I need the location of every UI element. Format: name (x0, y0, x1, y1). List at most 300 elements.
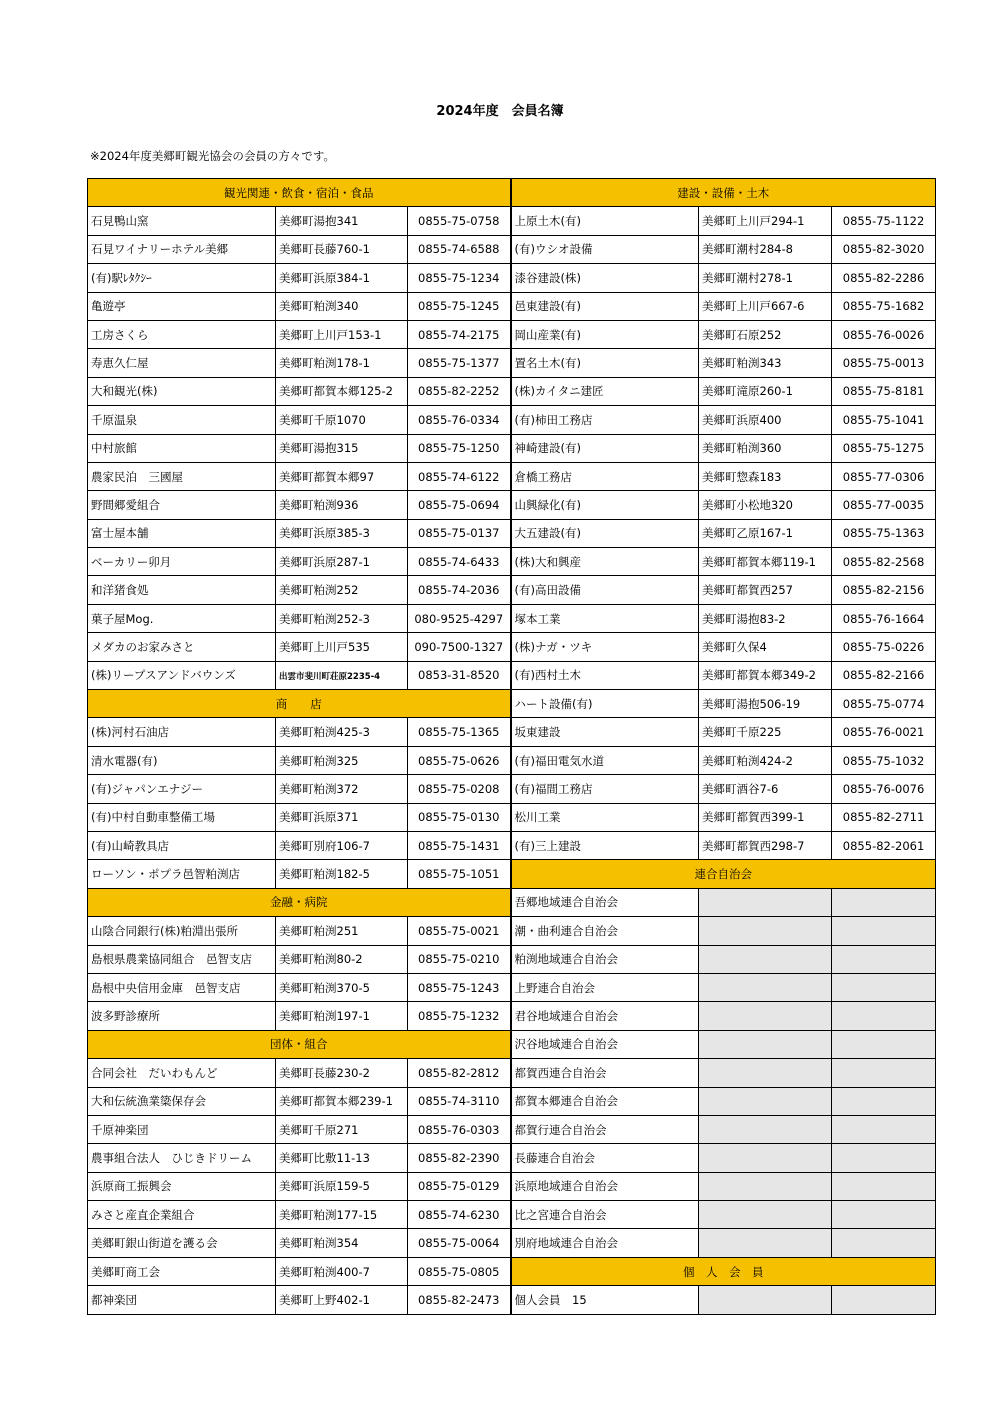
member-name: ハート設備(有) (511, 690, 699, 718)
member-name: 漆谷建設(株) (511, 264, 699, 292)
table-row (88, 1087, 936, 1115)
member-address (276, 661, 408, 689)
member-address-text: 美郷町浜原287-1 (279, 554, 370, 569)
member-address (699, 462, 832, 490)
member-address (699, 661, 832, 689)
member-address (276, 491, 408, 519)
member-address (276, 1172, 408, 1200)
member-phone: 0855-75-1232 (408, 1002, 511, 1030)
member-address-text: 美郷町都賀本郷349-2 (702, 668, 816, 683)
member-address-text: 美郷町粕渕424-2 (702, 753, 793, 768)
table-row (88, 831, 936, 859)
member-name: 山陰合同銀行(株)粕淵出張所 (88, 917, 276, 945)
table-row (88, 860, 936, 888)
table-row (88, 604, 936, 632)
member-address (276, 320, 408, 348)
member-address-text: 美郷町都賀西399-1 (702, 810, 805, 825)
table-row (88, 690, 936, 718)
member-name: 浜原商工振興会 (88, 1172, 276, 1200)
member-name: 上野連合自治会 (511, 973, 699, 1001)
member-address-text: 美郷町都賀本郷119-1 (702, 554, 816, 569)
member-phone: 0855-82-2812 (408, 1059, 511, 1087)
member-address (276, 1087, 408, 1115)
member-address (699, 264, 832, 292)
member-address-text: 美郷町上野402-1 (279, 1292, 370, 1307)
member-name: 比之宮連合自治会 (511, 1201, 699, 1229)
empty-phone-cell (832, 917, 936, 945)
member-address-text: 美郷町粕渕252 (279, 583, 359, 598)
member-address (276, 604, 408, 632)
table-row (88, 179, 936, 207)
member-name: 中村旅館 (88, 434, 276, 462)
member-phone: 0855-82-2156 (832, 576, 936, 604)
member-phone: 0855-75-0626 (408, 746, 511, 774)
table-row (88, 1172, 936, 1200)
table-row (88, 434, 936, 462)
member-phone: 0855-75-1051 (408, 860, 511, 888)
section-header: 観光関連・飲食・宿泊・食品 (88, 179, 511, 207)
table-row (88, 1030, 936, 1058)
member-phone: 0855-75-1122 (832, 207, 936, 235)
member-address (699, 803, 832, 831)
empty-address-cell (699, 1286, 832, 1314)
member-name: ベーカリー卯月 (88, 548, 276, 576)
member-address-text: 美郷町粕渕325 (279, 753, 359, 768)
member-name: みさと産直企業組合 (88, 1201, 276, 1229)
table-row (88, 491, 936, 519)
member-name: 島根中央信用金庫 邑智支店 (88, 973, 276, 1001)
member-address-text: 美郷町滝原260-1 (702, 384, 793, 399)
table-row (88, 207, 936, 235)
empty-phone-cell (832, 1087, 936, 1115)
member-address-text: 美郷町都賀本郷97 (279, 469, 375, 484)
member-address-text: 美郷町別府106-7 (279, 838, 370, 853)
member-address (276, 746, 408, 774)
member-phone: 0855-82-2166 (832, 661, 936, 689)
member-name: 別府地域連合自治会 (511, 1229, 699, 1257)
member-phone: 0853-31-8520 (408, 661, 511, 689)
member-address (276, 548, 408, 576)
member-address-text: 美郷町粕渕936 (279, 497, 359, 512)
member-phone: 0855-82-2711 (832, 803, 936, 831)
member-phone: 0855-74-6588 (408, 235, 511, 263)
empty-phone-cell (832, 1002, 936, 1030)
member-phone: 0855-75-0137 (408, 519, 511, 547)
member-address (699, 718, 832, 746)
member-name: 倉橋工務店 (511, 462, 699, 490)
member-address-text: 出雲市斐川町荘原2235-4 (279, 672, 381, 683)
empty-phone-cell (832, 1286, 936, 1314)
member-address-text: 美郷町都賀西298-7 (702, 838, 805, 853)
member-phone: 0855-76-1664 (832, 604, 936, 632)
member-phone: 0855-75-0130 (408, 803, 511, 831)
member-phone: 0855-76-0026 (832, 320, 936, 348)
member-name: (株)河村石油店 (88, 718, 276, 746)
member-address-text: 美郷町比敷11-13 (279, 1150, 370, 1165)
empty-address-cell (699, 973, 832, 1001)
member-address-text: 美郷町粕渕370-5 (279, 980, 370, 995)
member-address (276, 718, 408, 746)
table-row (88, 548, 936, 576)
member-phone: 0855-75-0694 (408, 491, 511, 519)
member-name: 美郷町商工会 (88, 1257, 276, 1285)
member-name: 島根県農業協同組合 邑智支店 (88, 945, 276, 973)
member-name: 神崎建設(有) (511, 434, 699, 462)
member-name: (有)高田設備 (511, 576, 699, 604)
member-name: 個人会員 15 (511, 1286, 699, 1314)
member-name: (有)中村自動車整備工場 (88, 803, 276, 831)
member-name: 坂東建設 (511, 718, 699, 746)
empty-address-cell (699, 1144, 832, 1172)
member-address-text: 美郷町粕渕178-1 (279, 356, 370, 371)
member-address (699, 377, 832, 405)
member-name: 松川工業 (511, 803, 699, 831)
member-address (699, 320, 832, 348)
table-row (88, 576, 936, 604)
member-address-text: 美郷町潮村278-1 (702, 270, 793, 285)
member-address (276, 1059, 408, 1087)
member-address (276, 860, 408, 888)
member-phone: 0855-76-0334 (408, 406, 511, 434)
member-phone: 0855-74-3110 (408, 1087, 511, 1115)
empty-address-cell (699, 1172, 832, 1200)
member-address (276, 1002, 408, 1030)
table-row (88, 235, 936, 263)
member-address (276, 264, 408, 292)
member-phone: 0855-74-6122 (408, 462, 511, 490)
member-name: メダカのお家みさと (88, 633, 276, 661)
member-address-text: 美郷町都賀西257 (702, 583, 793, 598)
section-header: 個 人 会 員 (511, 1257, 936, 1285)
member-address-text: 美郷町長藤760-1 (279, 242, 370, 257)
member-name: 沢谷地域連合自治会 (511, 1030, 699, 1058)
table-row (88, 406, 936, 434)
table-row (88, 462, 936, 490)
member-name: 工房さくら (88, 320, 276, 348)
empty-address-cell (699, 1059, 832, 1087)
member-phone: 0855-75-1363 (832, 519, 936, 547)
member-address (276, 1144, 408, 1172)
member-address (276, 207, 408, 235)
member-phone: 0855-76-0076 (832, 775, 936, 803)
member-address (699, 775, 832, 803)
member-address (699, 491, 832, 519)
member-phone: 0855-75-0805 (408, 1257, 511, 1285)
empty-address-cell (699, 1115, 832, 1143)
member-phone: 0855-75-1682 (832, 292, 936, 320)
member-address (699, 548, 832, 576)
member-name: 美郷町銀山街道を護る会 (88, 1229, 276, 1257)
member-phone: 0855-75-0774 (832, 690, 936, 718)
member-name: (有)三上建設 (511, 831, 699, 859)
table-row (88, 1229, 936, 1257)
member-address (276, 349, 408, 377)
member-address (276, 235, 408, 263)
table-row (88, 1059, 936, 1087)
member-name: 上原土木(有) (511, 207, 699, 235)
member-address-text: 美郷町湯抱315 (279, 441, 359, 456)
page-title: 2024年度 会員名簿 (436, 104, 564, 119)
member-phone: 0855-75-0021 (408, 917, 511, 945)
member-name: 粕渕地域連合自治会 (511, 945, 699, 973)
member-address (276, 1115, 408, 1143)
member-address (699, 406, 832, 434)
member-address-text: 美郷町浜原371 (279, 810, 359, 825)
member-address (699, 519, 832, 547)
member-name: 亀遊亭 (88, 292, 276, 320)
member-address (699, 831, 832, 859)
member-name: 千原神楽団 (88, 1115, 276, 1143)
member-phone: 0855-75-8181 (832, 377, 936, 405)
member-address-text: 美郷町久保4 (702, 639, 767, 654)
member-phone: 0855-82-2568 (832, 548, 936, 576)
member-address (276, 917, 408, 945)
member-address (699, 576, 832, 604)
empty-address-cell (699, 1002, 832, 1030)
member-name: (株)カイタニ建匠 (511, 377, 699, 405)
empty-address-cell (699, 1087, 832, 1115)
member-name: (有)ジャパンエナジー (88, 775, 276, 803)
table-row (88, 1002, 936, 1030)
table-row (88, 888, 936, 916)
table-row (88, 1115, 936, 1143)
member-address-text: 美郷町上川戸153-1 (279, 327, 382, 342)
member-phone: 0855-77-0035 (832, 491, 936, 519)
member-name: 都賀西連合自治会 (511, 1059, 699, 1087)
member-phone: 0855-74-6433 (408, 548, 511, 576)
empty-phone-cell (832, 1030, 936, 1058)
member-address-text: 美郷町小松地320 (702, 497, 793, 512)
table-row (88, 264, 936, 292)
member-name: (有)駅ﾚﾀｸｼｰ (88, 264, 276, 292)
member-address (699, 690, 832, 718)
member-name: ローソン・ポプラ邑智粕渕店 (88, 860, 276, 888)
member-address (276, 576, 408, 604)
member-name: (有)ウシオ設備 (511, 235, 699, 263)
member-name: 石見鴨山窯 (88, 207, 276, 235)
member-phone: 0855-76-0021 (832, 718, 936, 746)
member-phone: 0855-74-6230 (408, 1201, 511, 1229)
member-phone: 0855-74-2175 (408, 320, 511, 348)
empty-phone-cell (832, 1144, 936, 1172)
member-address (699, 633, 832, 661)
member-name: 大五建設(有) (511, 519, 699, 547)
member-phone: 0855-82-2252 (408, 377, 511, 405)
member-name: (株)ナガ・ツキ (511, 633, 699, 661)
empty-phone-cell (832, 945, 936, 973)
member-address-text: 美郷町粕渕177-15 (279, 1207, 378, 1222)
member-phone: 0855-75-0129 (408, 1172, 511, 1200)
empty-address-cell (699, 917, 832, 945)
table-row (88, 292, 936, 320)
member-address-text: 美郷町千原271 (279, 1122, 359, 1137)
member-address (276, 973, 408, 1001)
member-address (276, 292, 408, 320)
member-address (276, 519, 408, 547)
member-name: 岡山産業(有) (511, 320, 699, 348)
member-address (276, 434, 408, 462)
member-address (276, 1257, 408, 1285)
member-address (699, 604, 832, 632)
member-address-text: 美郷町浜原400 (702, 412, 782, 427)
table-row (88, 945, 936, 973)
member-address (276, 831, 408, 859)
member-address-text: 美郷町都賀本郷239-1 (279, 1094, 393, 1109)
member-address (276, 406, 408, 434)
table-row (88, 775, 936, 803)
member-name: 長藤連合自治会 (511, 1144, 699, 1172)
empty-phone-cell (832, 1172, 936, 1200)
member-address-text: 美郷町粕渕360 (702, 441, 782, 456)
member-name: (有)西村土木 (511, 661, 699, 689)
member-phone: 0855-75-0210 (408, 945, 511, 973)
member-address-text: 美郷町浜原385-3 (279, 526, 370, 541)
member-phone: 0855-75-1365 (408, 718, 511, 746)
member-address (276, 462, 408, 490)
table-row (88, 1201, 936, 1229)
member-name: 千原温泉 (88, 406, 276, 434)
member-phone: 0855-75-1234 (408, 264, 511, 292)
member-name: 君谷地域連合自治会 (511, 1002, 699, 1030)
member-name: 農家民泊 三國屋 (88, 462, 276, 490)
member-address-text: 美郷町都賀本郷125-2 (279, 384, 393, 399)
member-address-text: 美郷町潮村284-8 (702, 242, 793, 257)
table-row (88, 519, 936, 547)
member-name: 吾郷地域連合自治会 (511, 888, 699, 916)
table-row (88, 803, 936, 831)
table-row (88, 320, 936, 348)
member-name: 菓子屋Mog. (88, 604, 276, 632)
member-address (276, 1201, 408, 1229)
member-name: 邑東建設(有) (511, 292, 699, 320)
empty-address-cell (699, 1201, 832, 1229)
member-phone: 0855-76-0303 (408, 1115, 511, 1143)
member-name: (有)柿田工務店 (511, 406, 699, 434)
table-row (88, 917, 936, 945)
section-header: 金融・病院 (88, 888, 511, 916)
section-header: 団体・組合 (88, 1030, 511, 1058)
member-address (276, 945, 408, 973)
member-phone: 0855-75-1041 (832, 406, 936, 434)
member-address (276, 1229, 408, 1257)
member-address-text: 美郷町粕渕400-7 (279, 1264, 370, 1279)
member-address-text: 美郷町浜原384-1 (279, 270, 370, 285)
member-name: 潮・曲利連合自治会 (511, 917, 699, 945)
member-address-text: 美郷町粕渕425-3 (279, 725, 370, 740)
member-name: (株)大和興産 (511, 548, 699, 576)
empty-phone-cell (832, 1201, 936, 1229)
member-name: 都神楽団 (88, 1286, 276, 1314)
member-phone: 0855-74-2036 (408, 576, 511, 604)
member-address (699, 349, 832, 377)
member-address-text: 美郷町粕渕197-1 (279, 1009, 370, 1024)
member-phone: 0855-75-0064 (408, 1229, 511, 1257)
section-header: 商 店 (88, 690, 511, 718)
member-phone: 0855-75-0013 (832, 349, 936, 377)
page-note: ※2024年度美郷町観光協会の会員の方々です。 (90, 149, 335, 163)
member-name: 清水電器(有) (88, 746, 276, 774)
empty-address-cell (699, 888, 832, 916)
member-address-text: 美郷町乙原167-1 (702, 526, 793, 541)
member-phone: 0855-82-2390 (408, 1144, 511, 1172)
member-address-text: 美郷町惣森183 (702, 469, 782, 484)
member-address-text: 美郷町粕渕372 (279, 781, 359, 796)
member-address (276, 803, 408, 831)
member-name: (株)リープスアンドバウンズ (88, 661, 276, 689)
table-row (88, 973, 936, 1001)
member-address-text: 美郷町長藤230-2 (279, 1065, 370, 1080)
empty-phone-cell (832, 1229, 936, 1257)
empty-address-cell (699, 1229, 832, 1257)
member-name: 大和観光(株) (88, 377, 276, 405)
member-address-text: 美郷町粕渕182-5 (279, 867, 370, 882)
member-name: 大和伝統漁業簗保存会 (88, 1087, 276, 1115)
member-phone: 0855-75-0758 (408, 207, 511, 235)
member-phone: 0855-75-1275 (832, 434, 936, 462)
table-row (88, 349, 936, 377)
member-name: 塚本工業 (511, 604, 699, 632)
section-header: 建設・設備・土木 (511, 179, 936, 207)
member-address (699, 207, 832, 235)
table-row (88, 661, 936, 689)
member-name: 合同会社 だいわもんど (88, 1059, 276, 1087)
table-row (88, 1144, 936, 1172)
empty-address-cell (699, 1030, 832, 1058)
table-row (88, 1286, 936, 1314)
member-name: (有)山崎教具店 (88, 831, 276, 859)
member-address-text: 美郷町粕渕340 (279, 299, 359, 314)
empty-phone-cell (832, 973, 936, 1001)
table-row (88, 718, 936, 746)
section-header: 連合自治会 (511, 860, 936, 888)
member-address-text: 美郷町酒谷7-6 (702, 781, 779, 796)
member-phone: 0855-75-0208 (408, 775, 511, 803)
member-roster-table (87, 178, 936, 1315)
member-phone: 0855-75-0226 (832, 633, 936, 661)
member-name: 置名土木(有) (511, 349, 699, 377)
member-phone: 080-9525-4297 (408, 604, 511, 632)
member-address-text: 美郷町粕渕354 (279, 1236, 359, 1251)
member-phone: 0855-75-1032 (832, 746, 936, 774)
member-address (276, 633, 408, 661)
member-address-text: 美郷町湯抱341 (279, 214, 359, 229)
member-address-text: 美郷町上川戸667-6 (702, 299, 805, 314)
member-name: 波多野診療所 (88, 1002, 276, 1030)
member-phone: 090-7500-1327 (408, 633, 511, 661)
member-phone: 0855-82-2061 (832, 831, 936, 859)
member-phone: 0855-75-1245 (408, 292, 511, 320)
table-row (88, 377, 936, 405)
member-name: 石見ワイナリーホテル美郷 (88, 235, 276, 263)
member-phone: 0855-75-1243 (408, 973, 511, 1001)
member-address-text: 美郷町粕渕252-3 (279, 611, 370, 626)
member-name: 和洋猪食処 (88, 576, 276, 604)
member-name: 寿恵久仁屋 (88, 349, 276, 377)
member-name: 農事組合法人 ひじきドリーム (88, 1144, 276, 1172)
member-name: (有)福田電気水道 (511, 746, 699, 774)
member-phone: 0855-75-1431 (408, 831, 511, 859)
member-address (699, 292, 832, 320)
table-row (88, 633, 936, 661)
member-name: 都賀行連合自治会 (511, 1115, 699, 1143)
member-phone: 0855-82-2286 (832, 264, 936, 292)
member-name: 山興緑化(有) (511, 491, 699, 519)
member-address (276, 1286, 408, 1314)
member-phone: 0855-75-1377 (408, 349, 511, 377)
member-phone: 0855-75-1250 (408, 434, 511, 462)
member-address-text: 美郷町石原252 (702, 327, 782, 342)
member-name: 都賀本郷連合自治会 (511, 1087, 699, 1115)
